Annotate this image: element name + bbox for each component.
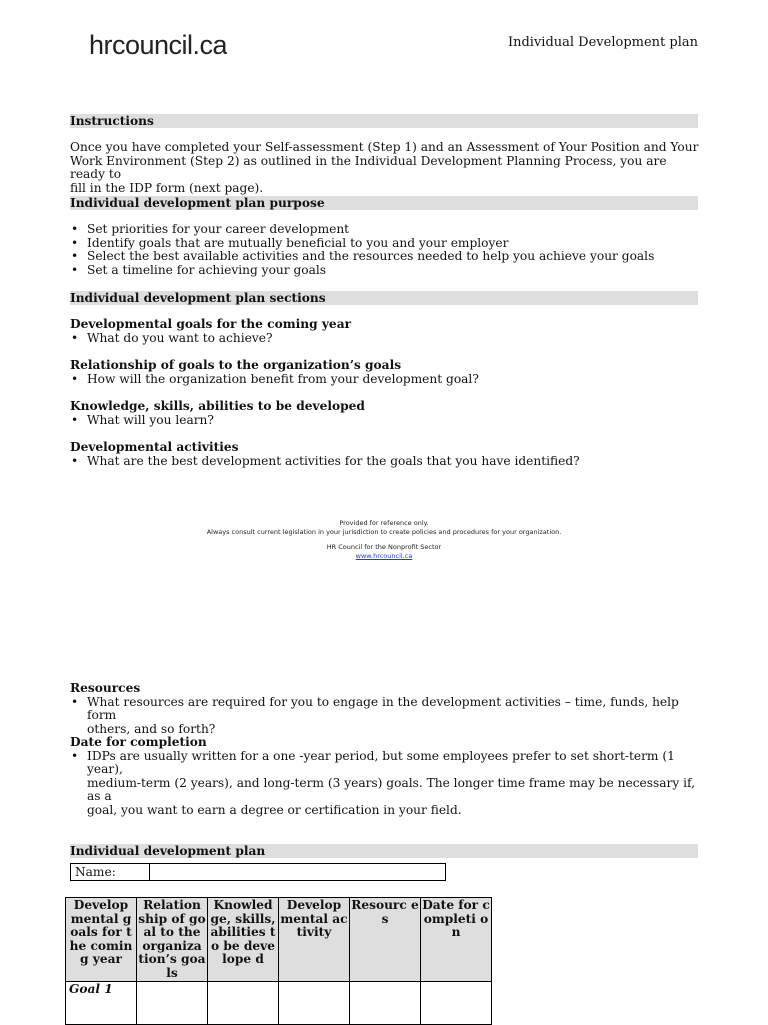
table-header-row: [66, 898, 492, 982]
instructions-line: Once you have completed your Self-assessment (Step 1) and an Assessment of Your Position and Your: [70, 140, 699, 154]
column-header-goals: Develop mental goals for the coming year: [66, 898, 137, 982]
footer-legislation-note: Always consult current legislation in your jurisdiction to create policies and procedures for your organization.: [206, 527, 562, 536]
purpose-list: [70, 223, 700, 277]
section-title: Developmental activities: [70, 440, 239, 454]
hrcouncil-logo: hrcouncil.ca: [89, 30, 228, 57]
instructions-line: Work Environment (Step 2) as outlined in the Individual Development Planning Process, you are ready to: [70, 153, 667, 182]
column-header-relationship: Relation ship of goal to the organiza tion’s goals: [138, 898, 206, 980]
plan-heading: Individual development plan: [70, 844, 698, 858]
resources-line: • What resources are required for you to engage in the development activities – time, funds, help form: [87, 694, 679, 723]
table-row: [66, 982, 492, 1025]
name-label: Name:: [71, 864, 150, 880]
section-question: • How will the organization benefit from your development goal?: [70, 373, 700, 387]
instructions-text: [70, 141, 700, 195]
name-field[interactable]: [150, 864, 445, 880]
page-footer: [0, 519, 768, 560]
document-title: Individual Development plan: [507, 35, 698, 50]
section-question: • What will you learn?: [70, 414, 700, 428]
list-item: • Set priorities for your career development: [70, 223, 700, 237]
completion-section: [70, 736, 700, 818]
sections-heading: Individual development plan sections: [70, 291, 698, 305]
section-title: Relationship of goals to the organization’s goals: [70, 358, 402, 372]
footer-disclaimer: Provided for reference only.: [339, 519, 429, 527]
list-item: • Identify goals that are mutually beneficial to you and your employer: [70, 237, 700, 251]
column-header-activity: Develop mental activity: [279, 898, 350, 982]
completion-text: [70, 750, 700, 818]
section-title: Developmental goals for the coming year: [70, 317, 352, 331]
resources-section: [70, 682, 700, 736]
column-header-resources: Resourc es: [350, 898, 421, 982]
purpose-heading: Individual development plan purpose: [70, 196, 698, 210]
column-header-knowledge: Knowled ge, skills, abilities to be develope d: [208, 898, 279, 982]
resources-question: [70, 696, 700, 737]
completion-line: • IDPs are usually written for a one -year period, but some employees prefer to set short-term (1 year),: [87, 748, 675, 777]
name-row: [70, 863, 446, 881]
knowledge-cell[interactable]: [208, 982, 279, 1025]
column-header-date: Date for completi on: [421, 898, 492, 982]
relationship-cell[interactable]: [137, 982, 208, 1025]
resources-cell[interactable]: [350, 982, 421, 1025]
list-item: • Set a timeline for achieving your goals: [70, 264, 700, 278]
footer-organization: HR Council for the Nonprofit Sector: [326, 543, 442, 551]
footer-website-link[interactable]: www.hrcouncil.ca: [355, 551, 413, 560]
date-cell[interactable]: [421, 982, 492, 1025]
section-question: • What are the best development activities for the goals that you have identified?: [70, 455, 700, 469]
section-goals: [70, 318, 700, 345]
section-activities: [70, 441, 700, 468]
resources-line: others, and so forth?: [87, 721, 216, 736]
instructions-line: fill in the IDP form (next page).: [70, 180, 264, 195]
resources-title: Resources: [70, 681, 141, 695]
instructions-heading: Instructions: [70, 114, 698, 128]
completion-line: goal, you want to earn a degree or certification in your field.: [87, 802, 462, 817]
section-title: Knowledge, skills, abilities to be developed: [70, 399, 365, 413]
idp-table: [65, 897, 492, 1025]
section-relationship: [70, 359, 700, 386]
activity-cell[interactable]: [279, 982, 350, 1025]
list-item: • Select the best available activities and the resources needed to help you achieve your goals: [70, 250, 700, 264]
completion-title: Date for completion: [70, 735, 207, 749]
goal-label: Goal 1: [66, 982, 137, 1025]
completion-line: medium-term (2 years), and long-term (3 years) goals. The longer time frame may be necessary if, as a: [87, 775, 695, 804]
section-question: • What do you want to achieve?: [70, 332, 700, 346]
section-knowledge: [70, 400, 700, 427]
